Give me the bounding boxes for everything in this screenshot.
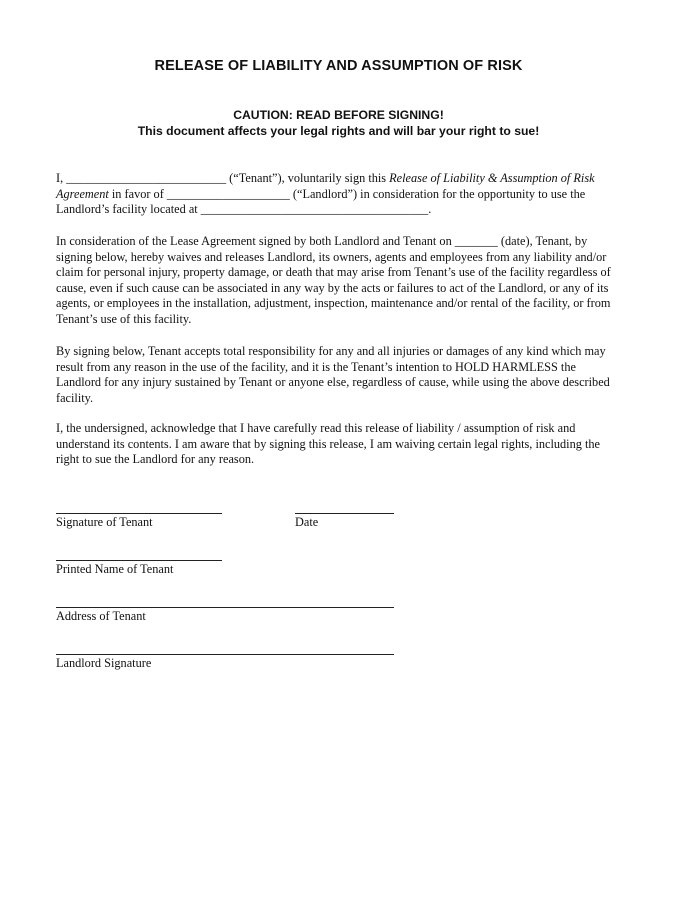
caution-block	[0, 108, 677, 139]
address-line[interactable]	[56, 607, 394, 608]
agreement-name: Release of Liability & Assumption of Risk Agreement	[56, 171, 595, 201]
printed-name-label: Printed Name of Tenant	[56, 562, 174, 576]
document-title: RELEASE OF LIABILITY AND ASSUMPTION OF RISK	[154, 58, 523, 74]
paragraph-tenant-statement	[56, 171, 622, 218]
date-line[interactable]	[295, 513, 394, 514]
address-label: Address of Tenant	[56, 609, 146, 623]
paragraph-1-text: I, __________________________ (“Tenant”), voluntarily sign this	[56, 171, 390, 185]
tenant-signature-label: Signature of Tenant	[56, 515, 153, 529]
caution-warning: This document affects your legal rights and will bar your right to sue!	[137, 123, 540, 138]
landlord-signature-line[interactable]	[56, 654, 394, 655]
landlord-signature-label: Landlord Signature	[56, 656, 152, 670]
paragraph-acknowledgement: I, the undersigned, acknowledge that I have carefully read this release of liability / assumption of risk and understand its contents. I am aware that by signing this release, I am waiving certain legal rights, including the right to sue the Landlord for any reason.	[56, 421, 600, 466]
caution-heading: CAUTION: READ BEFORE SIGNING!	[233, 108, 444, 122]
printed-name-line[interactable]	[56, 560, 222, 561]
paragraph-1-rest: in favor of ____________________ (“Landlord”) in consideration for the opportunity to use the Landlord’s facility located at _____________________________________.	[56, 186, 586, 216]
paragraph-waiver: In consideration of the Lease Agreement signed by both Landlord and Tenant on _______ (date), Tenant, by signing below, hereby waives and releases Landlord, its owners, agents and employees from any liability and/or claim for personal injury, property damage, or death that may arise from Tenant’s use of the facility regardless of cause, even if such cause can be associated in any way by the acts or failures to act of the Landlord, or any of its agents, or employees in the installation, adjustment, inspection, maintenance and/or rental of the facility, or from Tenant’s use of this facility.	[56, 234, 611, 326]
date-label: Date	[295, 515, 319, 529]
tenant-signature-line[interactable]	[56, 513, 222, 514]
paragraph-responsibility: By signing below, Tenant accepts total responsibility for any and all injuries or damages of any kind which may result from any reason in the use of the facility, and it is the Tenant’s intention to HOLD HARMLESS the Landlord for any injury sustained by Tenant or anyone else, regardless of cause, while using the above described facility.	[56, 344, 610, 405]
